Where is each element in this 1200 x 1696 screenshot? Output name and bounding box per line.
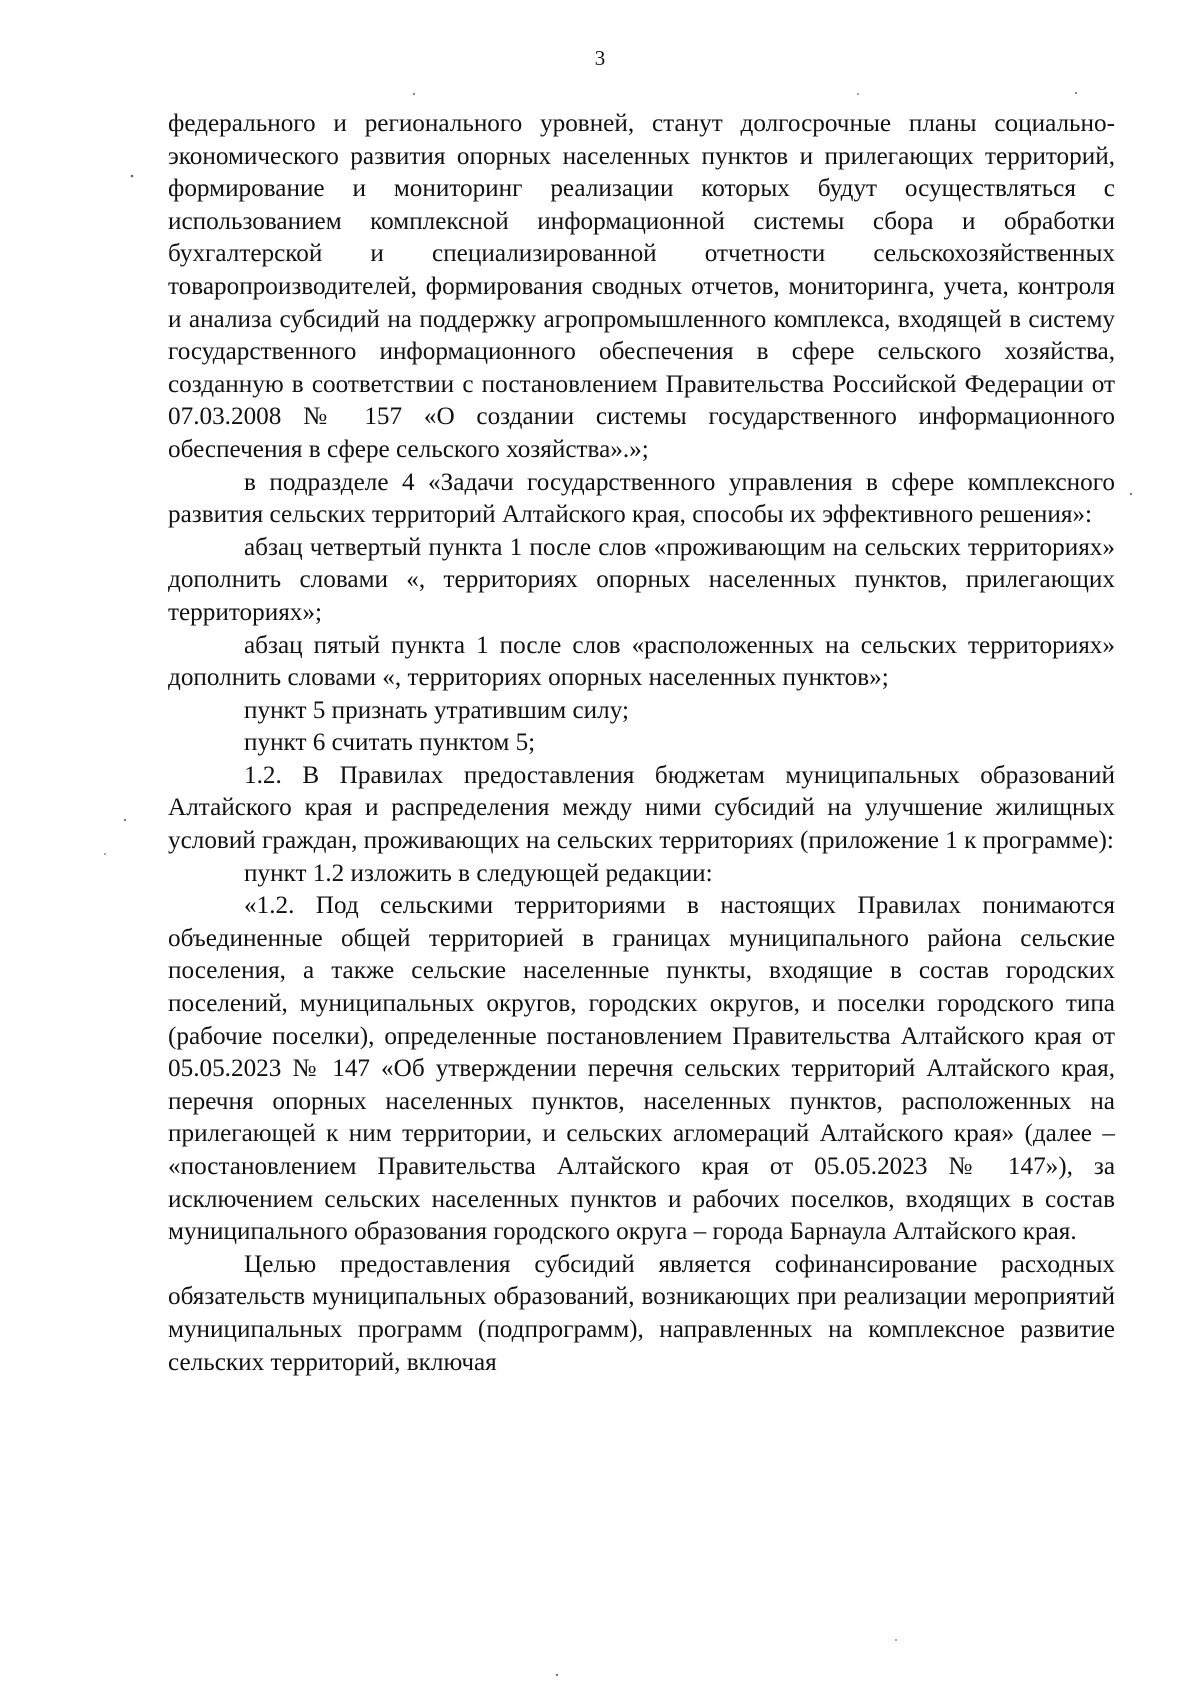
paragraph-section-1-2: 1.2. В Правилах предоставления бюджетам муниципальных образований Алтайского края и распределения между ними субсидий на улучшение жилищных условий граждан, проживающих на сельских территориях (приложение 1 к программе): [168, 761, 1115, 855]
paragraph-point-1-2-intro: пункт 1.2 изложить в следующей редакции: [244, 859, 713, 887]
paragraph-subsidy-purpose: Целью предоставления субсидий является софинансирование расходных обязательств муниципальных образований, возникающих при реализации мероприятий муниципальных программ (подпрограмм), направленных на комплексное развитие сельских территорий, включая [168, 1250, 1115, 1376]
paragraph-point-1-2-text: «1.2. Под сельскими территориями в настоящих Правилах понимаются объединенные общей территорией в границах муниципального района сельские поселения, а также сельские населенные пункты, входящие в состав городских поселений, муниципальных округов, городских округов, и поселки городского типа (рабочие поселки), определенные постановлением Правительства Алтайского края от 05.05.2023 № 147 «Об утверждении перечня сельских территорий Алтайского края, перечня опорных населенных пунктов, населенных пунктов, расположенных на прилегающей к ним территории, и сельских агломераций Алтайского края» (далее – «постановлением Правительства Алтайского края от 05.05.2023 № 147»), за исключением сельских населенных пунктов и рабочих поселков, входящих в состав муниципального образования городского округа – города Барнаула Алтайского края. [168, 892, 1115, 1246]
page-number: 3 [594, 46, 606, 70]
paragraph-subsection-4: в подразделе 4 «Задачи государственного управления в сфере комплексного развития сельских территорий Алтайского края, способы их эффективного решения»: [168, 468, 1115, 529]
paragraph-abzac-fourth: абзац четвертый пункта 1 после слов «проживающим на сельских территориях» дополнить словами «, территориях опорных населенных пунктов, прилегающих территориях»; [168, 533, 1115, 626]
paragraph-point-5: пункт 5 признать утратившим силу; [244, 696, 629, 724]
paragraph-continuation: федерального и регионального уровней, станут долгосрочные планы социально-экономического развития опорных населенных пунктов и прилегающих территорий, формирование и мониторинг реализации которых будут осуществляться с использованием комплексной информационной системы сбора и обработки бухгалтерской и специализированной отчетности сельскохозяйственных товаропроизводителей, формирования сводных отчетов, мониторинга, учета, контроля и анализа субсидий на поддержку агропромышленного комплекса, входящей в систему государственного информационного обеспечения в сфере сельского хозяйства, созданную в соответствии с постановлением Правительства Российской Федерации от 07.03.2008 № 157 «О создании системы государственного информационного обеспечения в сфере сельского хозяйства».»; [168, 110, 1115, 463]
paragraph-abzac-fifth: абзац пятый пункта 1 после слов «расположенных на сельских территориях» дополнить словами «, территориях опорных населенных пунктов»; [168, 631, 1115, 692]
paragraph-point-6: пункт 6 считать пунктом 5; [244, 729, 536, 757]
document-body [168, 108, 1115, 1379]
